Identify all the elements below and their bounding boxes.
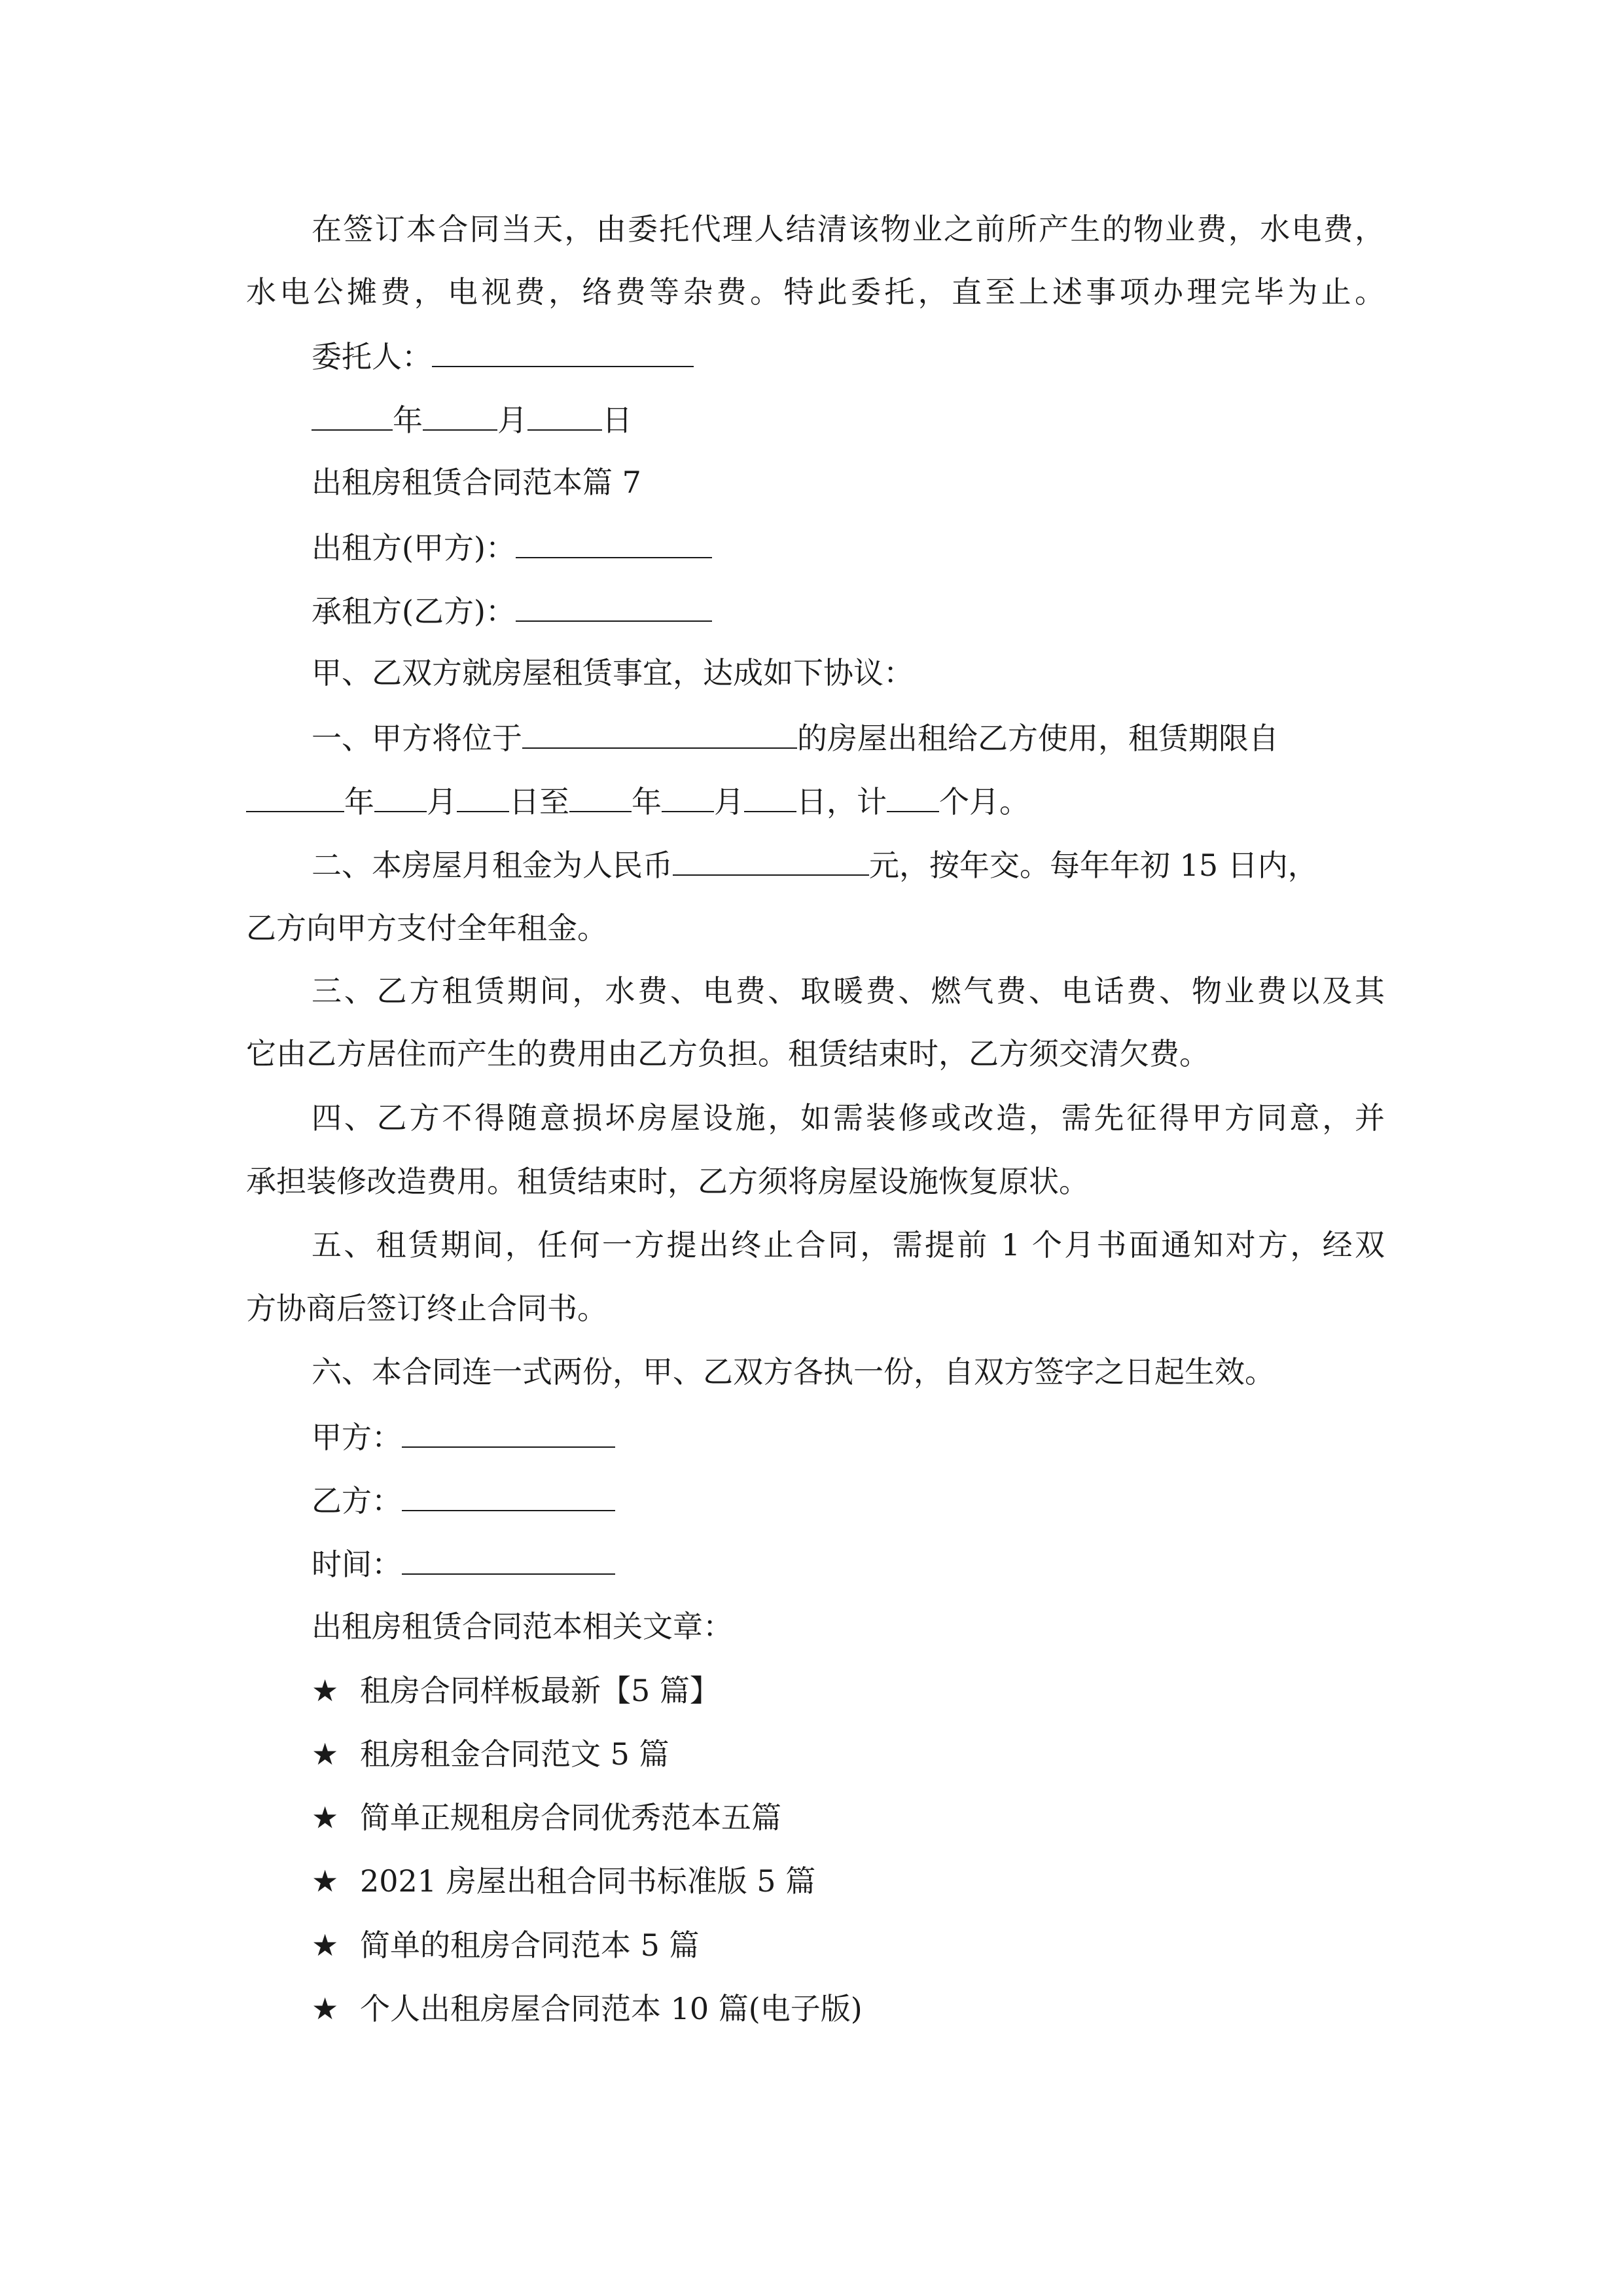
clause-4-line-1: 四、乙方不得随意损坏房屋设施，如需装修或改造，需先征得甲方同意，并	[312, 1100, 1385, 1136]
clause-2-line-1	[312, 844, 1385, 884]
end-year-blank[interactable]	[569, 781, 632, 812]
party-b-blank[interactable]	[402, 1480, 615, 1511]
lessor-blank[interactable]	[516, 527, 712, 558]
party-a-signature-line	[312, 1416, 1385, 1456]
related-item-label[interactable]: 个人出租房屋合同范本 10 篇(电子版)	[360, 1991, 863, 2026]
clause-5-line-1: 五、租赁期间，任何一方提出终止合同，需提前 1 个月书面通知对方，经双	[312, 1227, 1385, 1263]
commission-date-line	[312, 399, 1385, 439]
star-icon: ★	[312, 1863, 339, 1899]
lessor-line	[312, 527, 1385, 566]
start-day-label: 日至	[509, 784, 569, 819]
clause-1-text-a: 一、甲方将位于	[312, 721, 522, 756]
party-a-label: 甲方：	[312, 1420, 402, 1455]
contract-intro: 甲、乙双方就房屋租赁事宜，达成如下协议：	[312, 655, 914, 691]
contract-title: 出租房租赁合同范本篇 7	[312, 465, 641, 500]
day-blank[interactable]	[527, 399, 602, 431]
party-b-label: 乙方：	[312, 1483, 402, 1518]
star-icon: ★	[312, 1673, 339, 1708]
month-label: 月	[497, 403, 527, 438]
related-item[interactable]	[312, 1734, 1385, 1774]
start-day-blank[interactable]	[457, 781, 509, 812]
time-label: 时间：	[312, 1547, 402, 1582]
monthly-rent-blank[interactable]	[673, 844, 869, 876]
total-months-label: 个月。	[939, 784, 1029, 819]
clause-2-text-b: 元，按年交。每年年初 15 日内，	[869, 848, 1318, 883]
month-blank[interactable]	[423, 399, 497, 431]
year-label: 年	[393, 403, 423, 438]
clause-2-line-2: 乙方向甲方支付全年租金。	[246, 910, 607, 946]
star-icon: ★	[312, 1736, 339, 1772]
end-day-blank[interactable]	[744, 781, 796, 812]
commission-clause-line-1: 在签订本合同当天，由委托代理人结清该物业之前所产生的物业费，水电费，	[312, 211, 1385, 247]
start-month-blank[interactable]	[374, 781, 427, 812]
clause-3-line-2: 它由乙方居住而产生的费用由乙方负担。租赁结束时，乙方须交清欠费。	[246, 1036, 1209, 1071]
start-year-label: 年	[344, 784, 374, 819]
clause-5-line-2: 方协商后签订终止合同书。	[246, 1291, 607, 1326]
clause-1-line-1	[312, 717, 1385, 757]
end-year-label: 年	[632, 784, 662, 819]
related-item[interactable]	[312, 1861, 1385, 1901]
time-signature-line	[312, 1543, 1385, 1583]
principal-blank[interactable]	[432, 336, 694, 367]
clause-1-text-b: 的房屋出租给乙方使用，租赁期限自	[797, 721, 1279, 756]
start-year-blank[interactable]	[246, 781, 344, 812]
start-month-label: 月	[427, 784, 457, 819]
clause-2-text-a: 二、本房屋月租金为人民币	[312, 848, 673, 883]
lessee-label: 承租方(乙方)：	[312, 594, 516, 629]
clause-1-line-2	[246, 781, 1385, 820]
clause-3-line-1: 三、乙方租赁期间，水费、电费、取暖费、燃气费、电话费、物业费以及其	[312, 973, 1385, 1009]
principal-signature-line	[312, 336, 1385, 375]
day-label: 日	[602, 403, 632, 438]
lessee-line	[312, 590, 1385, 630]
principal-label: 委托人：	[312, 339, 432, 374]
party-a-blank[interactable]	[402, 1416, 615, 1448]
clause-4-line-2: 承担装修改造费用。租赁结束时，乙方须将房屋设施恢复原状。	[246, 1164, 1089, 1199]
clause-6: 六、本合同连一式两份，甲、乙双方各执一份，自双方签字之日起生效。	[312, 1354, 1275, 1390]
time-blank[interactable]	[402, 1543, 615, 1575]
related-item[interactable]	[312, 1989, 1385, 2028]
star-icon: ★	[312, 1928, 339, 1963]
lessee-blank[interactable]	[516, 590, 712, 622]
related-item[interactable]	[312, 1671, 1385, 1710]
property-location-blank[interactable]	[522, 717, 797, 749]
end-day-label: 日，计	[796, 784, 887, 819]
related-item-label[interactable]: 2021 房屋出租合同书标准版 5 篇	[360, 1863, 816, 1899]
related-item-label[interactable]: 租房合同样板最新【5 篇】	[360, 1673, 720, 1708]
star-icon: ★	[312, 1800, 339, 1835]
end-month-blank[interactable]	[662, 781, 714, 812]
related-item[interactable]	[312, 1926, 1385, 1965]
related-item-label[interactable]: 租房租金合同范文 5 篇	[360, 1736, 669, 1772]
star-icon: ★	[312, 1991, 339, 2026]
commission-clause-line-2: 水电公摊费，电视费，络费等杂费。特此委托，直至上述事项办理完毕为止。	[246, 274, 1385, 310]
party-b-signature-line	[312, 1480, 1385, 1519]
related-item-label[interactable]: 简单的租房合同范本 5 篇	[360, 1928, 700, 1963]
total-months-blank[interactable]	[887, 781, 939, 812]
end-month-label: 月	[714, 784, 744, 819]
related-item-label[interactable]: 简单正规租房合同优秀范本五篇	[360, 1800, 781, 1835]
related-heading: 出租房租赁合同范本相关文章：	[312, 1609, 733, 1644]
lessor-label: 出租方(甲方)：	[312, 530, 516, 565]
year-blank[interactable]	[312, 399, 393, 431]
related-item[interactable]	[312, 1798, 1385, 1837]
